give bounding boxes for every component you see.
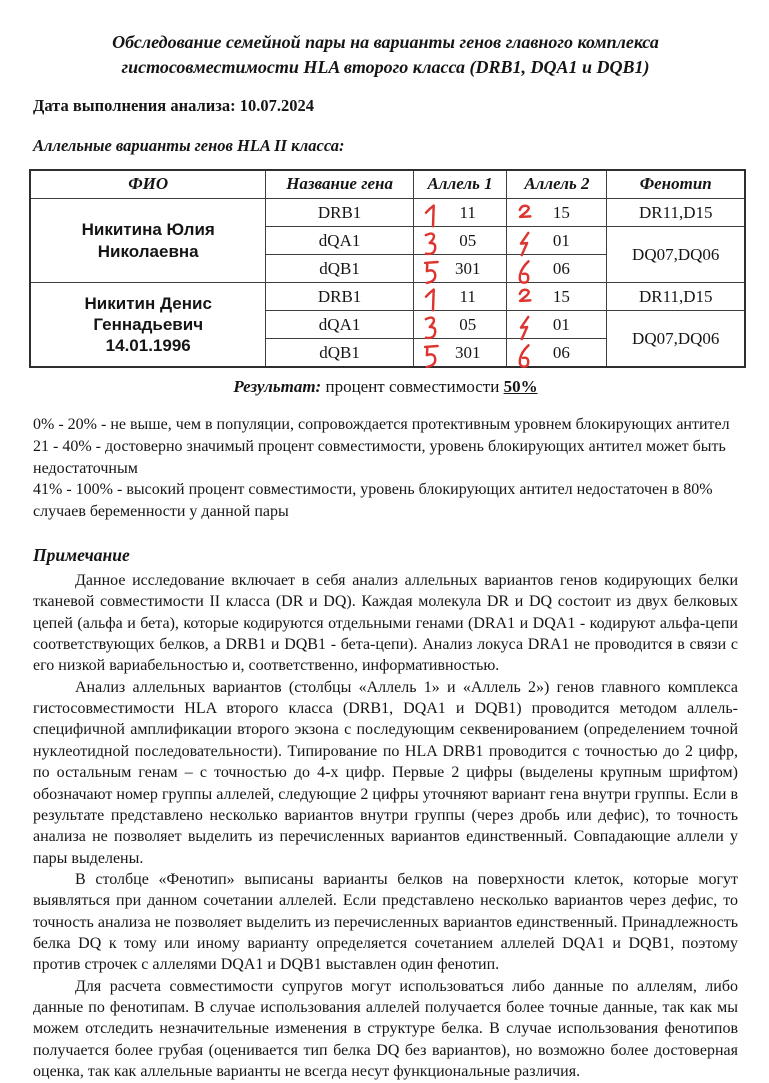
allele-value: 06 <box>552 258 570 278</box>
note-paragraph-3: В столбце «Фенотип» выписаны варианты белков на поверхности клеток, которые могут выявляться при данном сочетании аллелей. Если представлено несколько вариантов через дефис, то точность анализа не позволяет выделить из перечисленных вариантов единственный. Принадлежность белка DQ к тому или иному варианту определяется сочетанием аллелей DQA1 и DQB1, поэтому против строчек с аллелями DQA1 и DQB1 выставлен один фенотип. <box>33 870 738 974</box>
person-birthdate: 14.01.1996 <box>105 336 191 356</box>
handwritten-mark <box>516 284 533 309</box>
gene-name-cell: dQB1 <box>266 339 413 368</box>
result-text: процент совместимости <box>325 377 500 397</box>
gene-name-cell: dQA1 <box>266 311 413 339</box>
person-name: Никитина Юлия Николаевна <box>81 220 215 261</box>
col-header-allele-1: Аллель 1 <box>413 170 507 199</box>
title-line-2: гистосовместимости HLA второго класса (DRB1, DQA1 и DQB1) <box>121 56 650 77</box>
phenotype-cell: DR11,D15 <box>607 199 745 227</box>
allele-value: 11 <box>459 286 476 306</box>
phenotype-cell: DQ07,DQ06 <box>607 311 745 368</box>
note-paragraph-2: Анализ аллельных вариантов (столбцы «Аллель 1» и «Аллель 2») генов главного комплекса гистосовместимости HLA второго класса (DRB1, DQA1 и DQB1) проводится методом аллель-специфичной амплификации второго экзона с последующим секвенированием (определением точной нуклеотидной последовательности). Типирование по HLA DRB1 проводится с точностью до 2 цифр, по остальным генам – с точностью до 4-х цифр. Первые 2 цифры (выделены крупным шрифтом) обозначают номер группы аллелей, следующие 2 цифры уточняют вариант гена внутри группы. Если в результате представлено несколько вариантов внутри группы (через дробь или дефис), то точность анализа не позволяет выделить из перечисленных вариантов единственный. Совпадающие аллели у пары выделены. <box>33 678 738 867</box>
col-header-allele-2: Аллель 2 <box>507 170 607 199</box>
document-title <box>43 30 728 80</box>
allele-2-cell <box>507 311 607 339</box>
gene-name-cell: dQB1 <box>266 255 413 283</box>
handwritten-mark <box>423 340 440 365</box>
gene-name-cell: DRB1 <box>266 199 413 227</box>
handwritten-mark <box>516 256 533 281</box>
allele-value: 301 <box>454 258 481 278</box>
allele-value: 01 <box>552 314 570 334</box>
result-value: 50% <box>503 377 538 397</box>
person-1-name-cell <box>30 199 266 283</box>
person-2-name-cell <box>30 283 266 368</box>
allele-value: 11 <box>459 202 476 222</box>
allele-value: 15 <box>552 286 570 306</box>
table-row <box>30 199 745 227</box>
allele-value: 301 <box>454 342 481 362</box>
allele-2-cell <box>507 255 607 283</box>
allele-2-cell <box>507 199 607 227</box>
gene-name-cell: dQA1 <box>266 227 413 255</box>
allele-value: 05 <box>459 230 477 250</box>
col-header-fio: ФИО <box>30 170 266 199</box>
range-0-20: 0% - 20% - не выше, чем в популяции, сопровождается протективным уровнем блокирующих антител <box>33 416 730 434</box>
allele-2-cell <box>507 227 607 255</box>
allele-value: 05 <box>459 314 477 334</box>
range-21-40: 21 - 40% - достоверно значимый процент совместимости, уровень блокирующих антител может быть недостаточным <box>33 437 726 477</box>
allele-1-cell <box>413 199 507 227</box>
hla-alleles-table <box>29 169 746 369</box>
handwritten-mark <box>516 340 533 365</box>
person-name: Никитин Денис Геннадьевич <box>84 293 212 335</box>
allele-value: 06 <box>552 342 570 362</box>
handwritten-mark <box>423 312 440 337</box>
col-header-gene-name: Название гена <box>266 170 413 199</box>
gene-name-cell: DRB1 <box>266 283 413 311</box>
note-paragraph-4: Для расчета совместимости супругов могут использоваться либо данные по аллелям, либо данные по фенотипам. В случае использования аллелей получается более точные данные, так как мы можем отследить незначительные изменения в структуре белка. В случае использования фенотипов получается более грубая (оценивается тип белка DQ без вариантов), но возможно более достоверная оценка, так как аллельные варианты не всегда несут функциональные различия. <box>33 977 738 1081</box>
table-row <box>30 283 745 311</box>
allele-1-cell <box>413 255 507 283</box>
allele-1-cell <box>413 311 507 339</box>
allele-value: 01 <box>552 230 570 250</box>
col-header-phenotype: Фенотип <box>607 170 745 199</box>
handwritten-mark <box>516 312 533 337</box>
handwritten-mark <box>423 228 440 253</box>
allele-2-cell <box>507 339 607 368</box>
allele-2-cell <box>507 283 607 311</box>
note-paragraph-1: Данное исследование включает в себя анализ аллельных вариантов генов кодирующих белки тканевой совместимости II класса (DR и DQ). Каждая молекула DR и DQ состоит из двух белковых цепей (альфа и бета), которые кодируются отдельными генами (DRA1 и DQA1 - кодируют альфа-цепи соответствующих белков, а DRB1 и DQB1 - бета-цепи). Анализ локуса DRA1 не проводится в связи с его низкой вариабельностью и, соответственно, информативностью. <box>33 571 738 675</box>
handwritten-mark <box>516 200 533 225</box>
allele-1-cell <box>413 339 507 368</box>
phenotype-cell: DQ07,DQ06 <box>607 227 745 283</box>
handwritten-mark <box>516 228 533 253</box>
note-heading: Примечание <box>33 544 130 565</box>
allele-value: 15 <box>552 202 570 222</box>
allele-1-cell <box>413 283 507 311</box>
table-header-row <box>30 170 745 199</box>
handwritten-mark <box>423 256 440 281</box>
analysis-date-line: Дата выполнения анализа: 10.07.2024 <box>33 95 315 115</box>
allele-1-cell <box>413 227 507 255</box>
result-line <box>33 377 738 397</box>
compatibility-ranges <box>33 414 738 523</box>
result-label: Результат: <box>233 377 322 397</box>
range-41-100: 41% - 100% - высокий процент совместимости, уровень блокирующих антител недостаточен в 80% случаев беременности у данной пары <box>33 481 713 521</box>
handwritten-mark <box>423 200 440 225</box>
section-heading: Аллельные варианты генов HLA II класса: <box>33 135 345 155</box>
phenotype-cell: DR11,D15 <box>607 283 745 311</box>
title-line-1: Обследование семейной пары на варианты генов главного комплекса <box>112 32 659 52</box>
handwritten-mark <box>423 284 440 309</box>
